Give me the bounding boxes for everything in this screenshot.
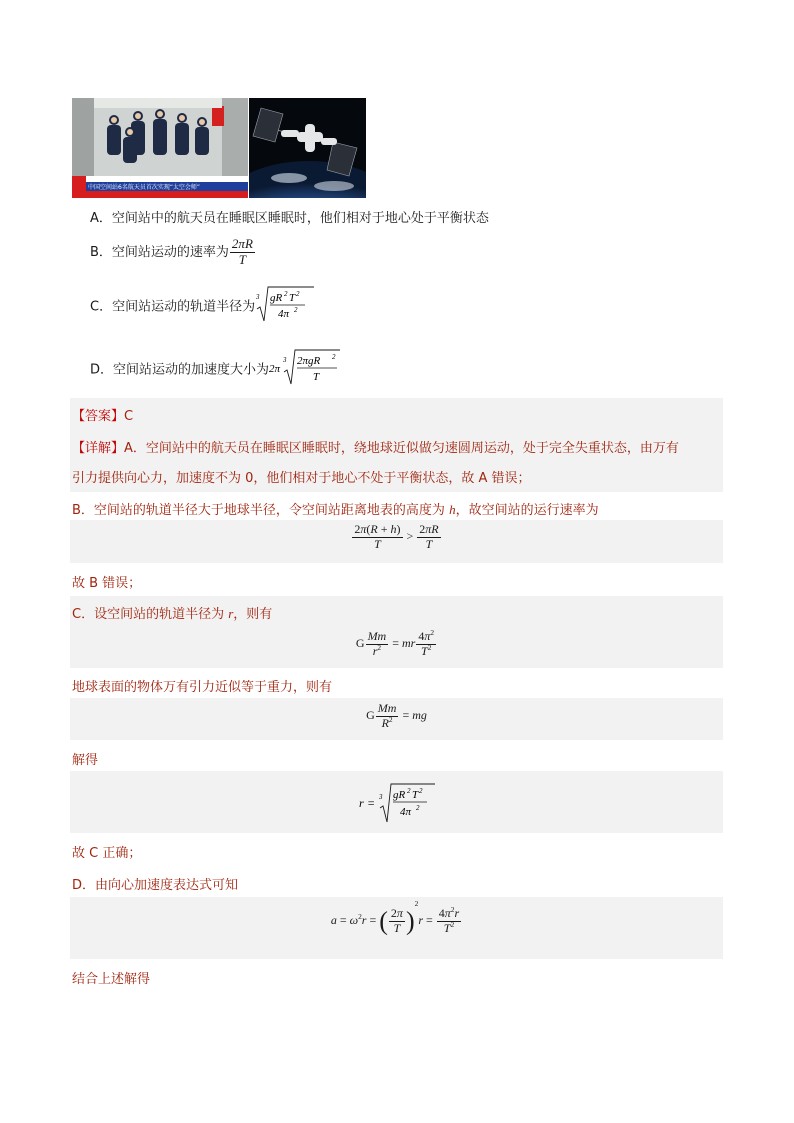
svg-text:=: =: [366, 796, 375, 810]
photo-banner-caption: 中国空间站6名航天员首次实现“太空会师”: [88, 184, 201, 191]
svg-text:2πgR: 2πgR: [297, 355, 321, 367]
detail-c-text-2: ，则有: [233, 607, 273, 622]
equation-c2: G $\frac{Mm}{R^2}$ = mg: [366, 701, 427, 730]
option-c-label: C．空间站运动的轨道半径为: [90, 299, 256, 315]
option-c-formula: [255, 285, 315, 329]
svg-text:gR: gR: [392, 789, 405, 801]
svg-text:2π: 2π: [269, 363, 281, 375]
detail-c-conclusion: 故 C 正确；: [72, 846, 142, 861]
option-a: A．空间站中的航天员在睡眠区睡眠时，他们相对于地心处于平衡状态: [90, 211, 489, 226]
detail-d-line-1: D．由向心加速度表达式可知: [72, 878, 239, 893]
option-c: [90, 285, 315, 329]
space-station-photo: [249, 98, 366, 198]
svg-text:2: 2: [418, 787, 422, 795]
svg-text:4π: 4π: [278, 308, 290, 320]
svg-text:2: 2: [406, 787, 410, 795]
svg-text:T: T: [411, 789, 418, 801]
equation-d: $a = \omega^2r$ = ( $\frac{2\pi}{T}$ )$^2$r = $\frac{4\pi^2r}{T^2}$: [330, 899, 460, 936]
detail-c-line-2: 地球表面的物体万有引力近似等于重力，则有: [72, 680, 333, 695]
detail-b-conclusion: 故 B 错误；: [72, 576, 142, 591]
answer-label: 【答案】: [72, 409, 125, 424]
svg-text:2: 2: [284, 290, 288, 298]
svg-text:r: r: [358, 796, 364, 810]
detail-b-text-2: ，故空间站的运行速率为: [455, 503, 599, 518]
svg-text:3: 3: [378, 793, 382, 801]
detail-c-text-1: C．设空间站的轨道半径为: [72, 607, 229, 622]
detail-a-line-2: 引力提供向心力，加速度不为 0，他们相对于地心不处于平衡状态，故 A 错误；: [72, 471, 531, 486]
astronauts-photo: [72, 98, 248, 198]
detail-b-line: [72, 499, 599, 518]
svg-text:T: T: [289, 292, 296, 304]
option-d: [90, 348, 341, 392]
equation-c1: G $\frac{Mm}{r^2}$ = mr $\frac{4\pi^2}{T^2}$: [355, 628, 435, 658]
detail-c-line-3: 解得: [72, 753, 99, 768]
space-station-illustration: [249, 98, 366, 198]
detail-b-text-1: B．空间站的轨道半径大于地球半径，令空间站距离地表的高度为: [72, 503, 450, 518]
option-d-label: D．空间站运动的加速度大小为: [90, 362, 270, 378]
svg-text:3: 3: [283, 356, 287, 364]
option-b-label: B．空间站运动的速率为: [90, 244, 229, 260]
detail-b-var: h: [449, 502, 456, 517]
svg-text:3: 3: [256, 293, 260, 301]
option-d-formula: [269, 348, 341, 392]
svg-text:gR: gR: [270, 292, 283, 304]
svg-text:2: 2: [294, 306, 298, 314]
detail-a-line-1: [72, 437, 679, 456]
svg-text:T: T: [313, 371, 320, 383]
option-b-formula: $\frac{2\pi R}{T}$: [231, 236, 253, 267]
detail-label: 【详解】: [72, 441, 125, 456]
svg-text:2: 2: [332, 353, 336, 361]
detail-a-text-1: A．空间站中的航天员在睡眠区睡眠时，绕地球近似做匀速圆周运动，处于完全失重状态，由万有: [124, 441, 679, 456]
svg-text:4π: 4π: [399, 806, 411, 818]
detail-d-line-2: 结合上述解得: [72, 972, 151, 987]
detail-c-var: r: [228, 606, 234, 621]
svg-text:2: 2: [296, 290, 300, 298]
answer-line: [72, 405, 133, 424]
detail-c-line-1: [72, 603, 272, 622]
equation-c3: [70, 778, 723, 830]
answer-value: C: [124, 409, 134, 424]
option-b: [90, 237, 256, 268]
equation-b: $\frac{2\pi(R + h)}{T}$ > $\frac{2\pi R}{T}$: [354, 522, 439, 551]
svg-text:2: 2: [415, 804, 419, 812]
